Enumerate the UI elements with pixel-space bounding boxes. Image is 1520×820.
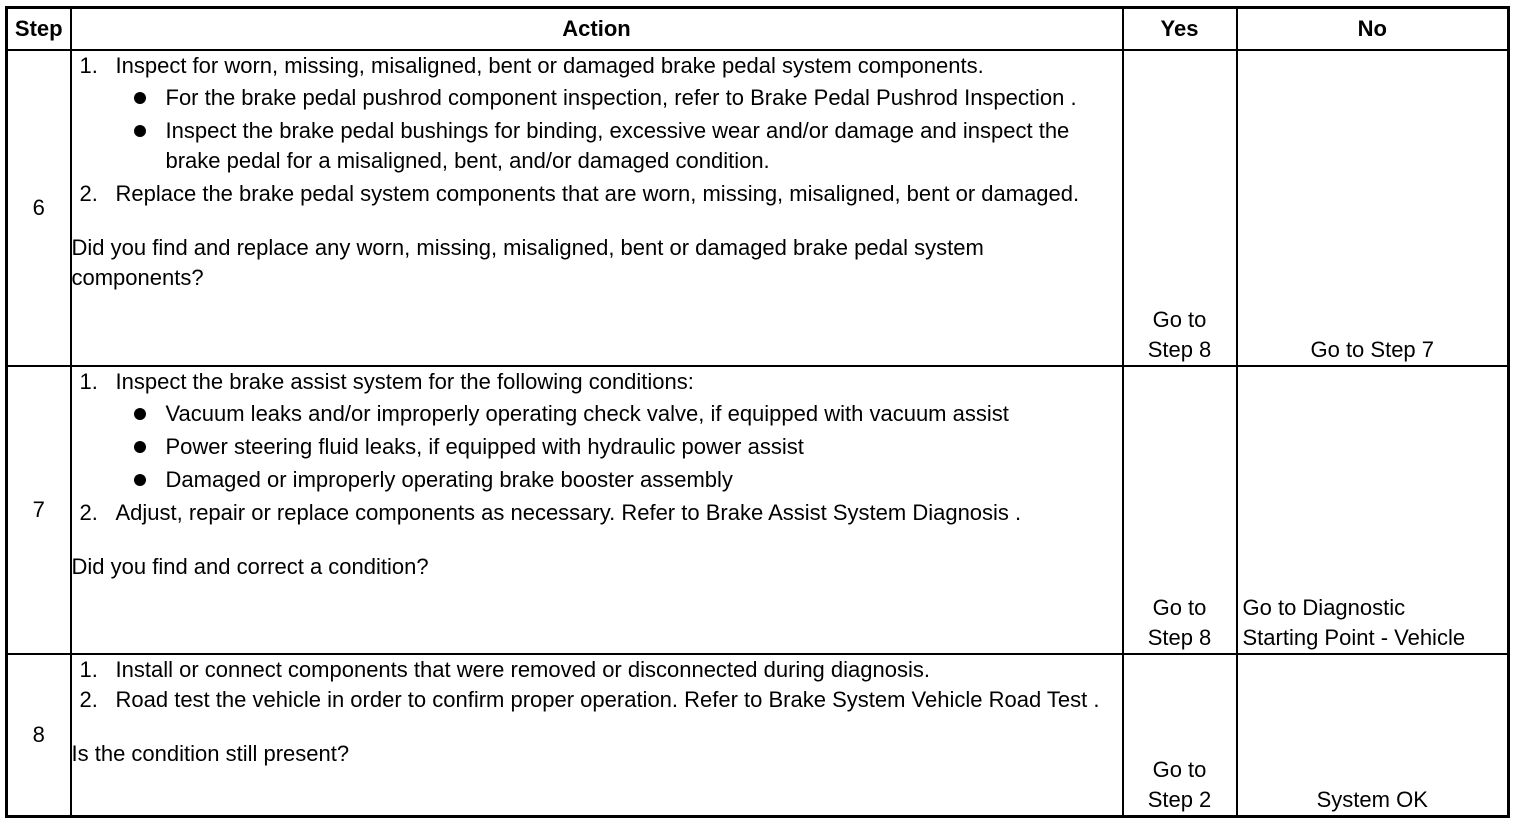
yes-line: Step 8 [1147, 625, 1212, 650]
yes-line: Step 8 [1147, 337, 1212, 362]
bullet-icon [134, 474, 146, 486]
yes-line: Go to [1152, 595, 1207, 620]
action-steps [72, 367, 1122, 528]
header-row [7, 8, 1509, 51]
bullet-item [116, 399, 1122, 429]
bullet-list [116, 399, 1122, 495]
action-step [72, 685, 1122, 715]
no-line: Go to Diagnostic [1242, 595, 1406, 620]
yes-cell [1123, 366, 1237, 654]
diagnostic-table [5, 6, 1510, 818]
bullet-text: Power steering fluid leaks, if equipped with hydraulic power assist [165, 434, 804, 459]
step-index: 2. [79, 500, 98, 525]
action-steps [72, 51, 1122, 209]
bullet-item [116, 116, 1122, 176]
header-action: Action [71, 8, 1123, 51]
action-step [72, 179, 1122, 209]
step-number: 7 [7, 366, 71, 654]
table-row [7, 654, 1509, 816]
header-step: Step [7, 8, 71, 51]
action-cell [71, 366, 1123, 654]
no-line: Go to Step 7 [1310, 337, 1435, 362]
yes-line: Go to [1152, 307, 1207, 332]
step-index: 2. [79, 687, 98, 712]
step-text: Install or connect components that were removed or disconnected during diagnosis. [115, 657, 930, 682]
action-step [72, 498, 1122, 528]
question-text: Did you find and replace any worn, missing, misaligned, bent or damaged brake pedal system components? [71, 235, 984, 290]
bullet-list [116, 83, 1122, 176]
step-number: 8 [7, 654, 71, 816]
action-cell [71, 50, 1123, 366]
no-cell [1237, 50, 1509, 366]
action-step [72, 655, 1122, 685]
bullet-text: For the brake pedal pushrod component inspection, refer to Brake Pedal Pushrod Inspection . [165, 85, 1077, 110]
step-number: 6 [7, 50, 71, 366]
no-cell [1237, 654, 1509, 816]
table-row [7, 50, 1509, 366]
yes-cell [1123, 654, 1237, 816]
yes-line: Step 2 [1147, 786, 1212, 812]
action-step [72, 367, 1122, 495]
bullet-icon [134, 92, 146, 104]
no-line: System OK [1316, 786, 1428, 812]
action-step [72, 51, 1122, 176]
no-line: Starting Point - Vehicle [1242, 625, 1466, 650]
step-index: 1. [79, 53, 98, 78]
action-cell [71, 654, 1123, 816]
yes-line: Go to [1152, 756, 1207, 782]
bullet-icon [134, 441, 146, 453]
bullet-item [116, 83, 1122, 113]
bullet-item [116, 465, 1122, 495]
bullet-item [116, 432, 1122, 462]
step-index: 2. [79, 181, 98, 206]
header-no: No [1237, 8, 1509, 51]
step-text: Replace the brake pedal system components that are worn, missing, misaligned, bent or damaged. [115, 181, 1080, 206]
step-text: Inspect the brake assist system for the following conditions: [115, 369, 694, 394]
no-cell [1237, 366, 1509, 654]
question-text: Did you find and correct a condition? [71, 554, 429, 579]
bullet-icon [134, 408, 146, 420]
step-index: 1. [79, 657, 98, 682]
header-yes: Yes [1123, 8, 1237, 51]
step-text: Adjust, repair or replace components as necessary. Refer to Brake Assist System Diagnosis . [115, 500, 1022, 525]
bullet-text: Inspect the brake pedal bushings for binding, excessive wear and/or damage and inspect the brake pedal for a misaligned, bent, and/or damaged condition. [165, 118, 1070, 173]
action-steps [72, 655, 1122, 715]
step-text: Road test the vehicle in order to confirm proper operation. Refer to Brake System Vehicle Road Test . [115, 687, 1100, 712]
question-text: Is the condition still present? [71, 741, 350, 766]
bullet-text: Damaged or improperly operating brake booster assembly [165, 467, 733, 492]
bullet-text: Vacuum leaks and/or improperly operating check valve, if equipped with vacuum assist [165, 401, 1009, 426]
yes-cell [1123, 50, 1237, 366]
table-row [7, 366, 1509, 654]
step-index: 1. [79, 369, 98, 394]
bullet-icon [134, 125, 146, 137]
step-text: Inspect for worn, missing, misaligned, bent or damaged brake pedal system components. [115, 53, 984, 78]
